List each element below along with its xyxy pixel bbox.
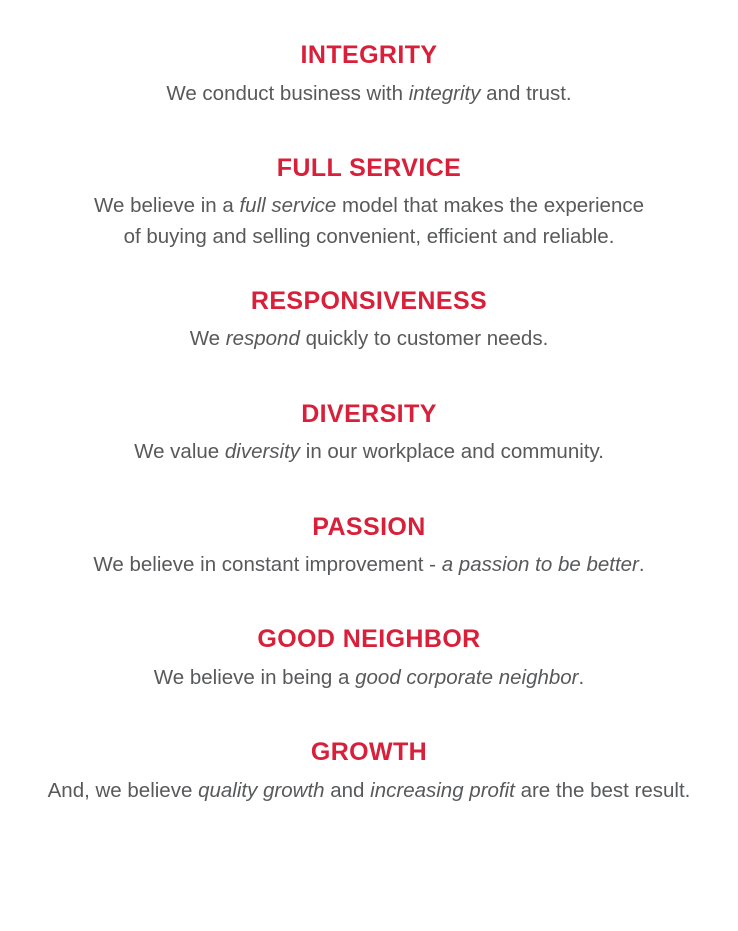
plain-text: of buying and selling convenient, efficient and reliable.: [123, 224, 615, 248]
value-description: [39, 79, 699, 109]
value-description: [39, 776, 699, 806]
emphasis-text: integrity: [408, 81, 481, 105]
plain-text: quickly to customer needs.: [299, 327, 549, 351]
value-description: [39, 191, 699, 252]
plain-text: And, we believe: [47, 778, 199, 802]
value-block-full-service: [30, 155, 708, 252]
emphasis-text: a passion to be better: [441, 553, 639, 577]
value-description-line: [39, 437, 699, 467]
value-block-passion: [30, 514, 708, 581]
plain-text: We believe in being a: [153, 665, 356, 689]
value-block-good-neighbor: [30, 626, 708, 693]
value-title: GOOD NEIGHBOR: [257, 625, 481, 654]
value-description: [39, 324, 699, 354]
plain-text: We: [189, 327, 226, 351]
emphasis-text: respond: [225, 327, 300, 351]
value-description-line: [39, 776, 699, 806]
value-description-line: [39, 324, 699, 354]
plain-text: in our workplace and community.: [300, 440, 604, 464]
emphasis-text: diversity: [224, 440, 301, 464]
plain-text: We believe in constant improvement -: [93, 553, 442, 577]
plain-text: model that makes the experience: [336, 194, 644, 218]
emphasis-text: full service: [239, 194, 337, 218]
plain-text: .: [578, 665, 585, 689]
value-description-line: [39, 550, 699, 580]
value-block-diversity: [30, 401, 708, 468]
plain-text: We believe in a: [94, 194, 240, 218]
emphasis-text: quality growth: [198, 778, 325, 802]
value-title: PASSION: [312, 512, 426, 541]
emphasis-text: increasing profit: [370, 778, 515, 802]
value-description: [39, 663, 699, 693]
value-title: RESPONSIVENESS: [250, 286, 488, 315]
value-block-growth: [30, 739, 708, 806]
value-block-integrity: [30, 42, 708, 109]
value-description-line: [39, 222, 699, 252]
value-description: [39, 550, 699, 580]
plain-text: We value: [134, 440, 225, 464]
value-description-line: [39, 191, 699, 221]
plain-text: .: [638, 553, 645, 577]
value-block-responsiveness: [30, 288, 708, 355]
plain-text: and: [324, 778, 371, 802]
value-description-line: [39, 79, 699, 109]
value-title: GROWTH: [310, 738, 428, 767]
value-title: FULL SERVICE: [276, 153, 462, 182]
emphasis-text: good corporate neighbor: [355, 665, 579, 689]
value-description-line: [39, 663, 699, 693]
plain-text: are the best result.: [514, 778, 691, 802]
value-title: INTEGRITY: [300, 41, 438, 69]
plain-text: and trust.: [480, 81, 572, 105]
value-description: [39, 437, 699, 467]
value-title: DIVERSITY: [301, 399, 437, 428]
plain-text: We conduct business with: [166, 81, 409, 105]
